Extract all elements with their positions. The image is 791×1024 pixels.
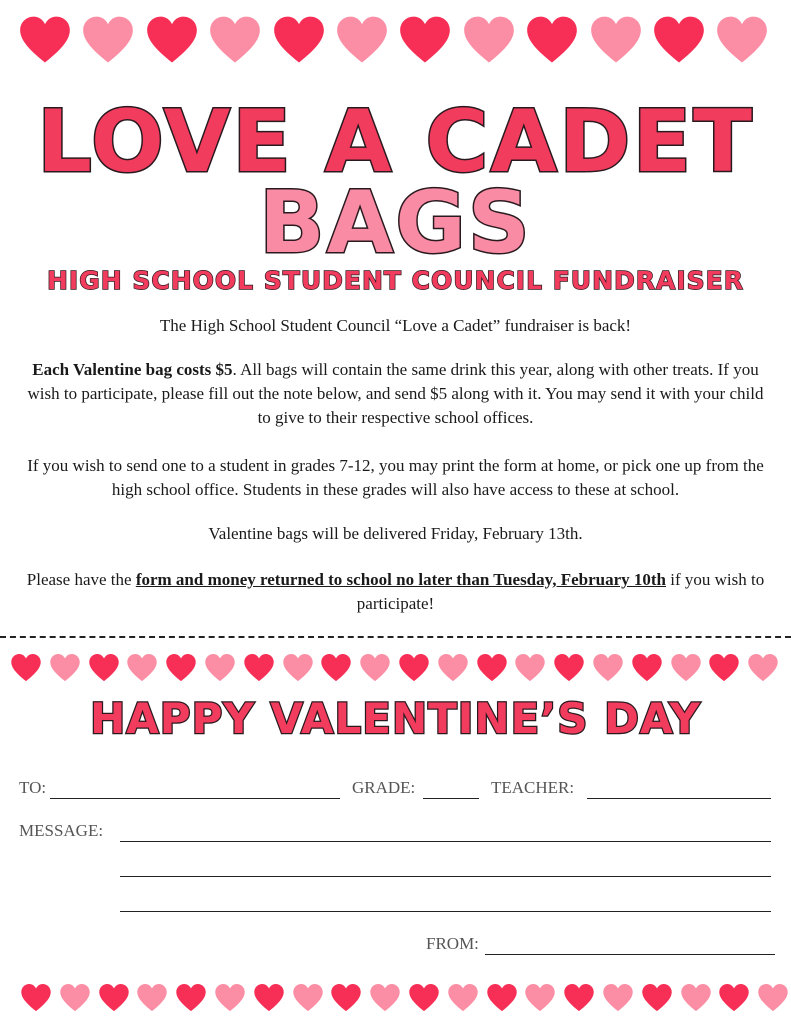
heart-icon <box>708 653 740 682</box>
bottom-heart-border <box>0 980 791 1016</box>
heart-icon <box>408 983 440 1012</box>
middle-heart-border <box>0 650 791 686</box>
message-line-2[interactable] <box>120 876 771 877</box>
from-label: FROM: <box>426 934 479 953</box>
cut-line <box>0 636 791 638</box>
heart-icon <box>18 15 72 65</box>
grades-text: If you wish to send one to a student in grades 7-12, you may print the form at home, or pick one up from the high school office. Students in these grades will also have access to these at school. <box>27 456 764 499</box>
title-line-2: BAGS <box>259 173 532 273</box>
heart-icon <box>652 15 706 65</box>
heart-icon <box>589 15 643 65</box>
message-label: MESSAGE: <box>19 821 104 840</box>
heart-icon <box>398 15 452 65</box>
delivery-text: Valentine bags will be delivered Friday, February 13th. <box>208 524 583 543</box>
grades-paragraph <box>20 454 771 502</box>
heart-icon <box>462 15 516 65</box>
heart-icon <box>335 15 389 65</box>
from-field[interactable] <box>485 954 775 955</box>
heart-icon <box>602 983 634 1012</box>
to-label: TO: <box>19 778 47 797</box>
heart-icon <box>715 15 769 65</box>
heart-icon <box>49 653 81 682</box>
top-heart-border <box>0 12 791 68</box>
heart-icon <box>524 983 556 1012</box>
heart-icon <box>718 983 750 1012</box>
deadline-paragraph <box>20 568 771 616</box>
heart-icon <box>641 983 673 1012</box>
heart-icon <box>757 983 789 1012</box>
heart-icon <box>208 15 262 65</box>
delivery-paragraph <box>20 522 771 546</box>
deadline-bold-text: form and money returned to school no later than Tuesday, February 10th <box>135 570 666 589</box>
card-heading: HAPPY VALENTINE’S DAY <box>90 694 701 743</box>
heart-icon <box>88 653 120 682</box>
heart-icon <box>59 983 91 1012</box>
heart-icon <box>359 653 391 682</box>
subtitle: HIGH SCHOOL STUDENT COUNCIL FUNDRAISER <box>46 266 745 295</box>
to-field[interactable] <box>50 798 340 799</box>
heart-icon <box>10 653 42 682</box>
heart-icon <box>145 15 199 65</box>
heart-icon <box>214 983 246 1012</box>
teacher-field[interactable] <box>587 798 771 799</box>
heart-icon <box>126 653 158 682</box>
intro-paragraph <box>20 314 771 338</box>
deadline-post-text: if you wish to participate! <box>356 570 765 613</box>
heart-icon <box>98 983 130 1012</box>
heart-icon <box>476 653 508 682</box>
heart-icon <box>680 983 712 1012</box>
title-line-1: LOVE A CADET <box>37 92 754 192</box>
heart-icon <box>272 15 326 65</box>
heart-icon <box>175 983 207 1012</box>
heart-icon <box>369 983 401 1012</box>
heart-icon <box>330 983 362 1012</box>
teacher-label: TEACHER: <box>491 778 575 797</box>
intro-text: The High School Student Council “Love a Cadet” fundraiser is back! <box>159 316 632 335</box>
heart-icon <box>320 653 352 682</box>
heart-icon <box>398 653 430 682</box>
cost-paragraph <box>20 358 771 430</box>
heart-icon <box>165 653 197 682</box>
heart-icon <box>243 653 275 682</box>
message-line-3[interactable] <box>120 911 771 912</box>
heart-icon <box>282 653 314 682</box>
heart-icon <box>253 983 285 1012</box>
heart-icon <box>486 983 518 1012</box>
heart-icon <box>563 983 595 1012</box>
heart-icon <box>553 653 585 682</box>
grade-label: GRADE: <box>352 778 416 797</box>
heart-icon <box>670 653 702 682</box>
grade-field[interactable] <box>423 798 479 799</box>
heart-icon <box>81 15 135 65</box>
heart-icon <box>292 983 324 1012</box>
heart-icon <box>747 653 779 682</box>
heart-icon <box>437 653 469 682</box>
heart-icon <box>631 653 663 682</box>
heart-icon <box>136 983 168 1012</box>
cost-text: . All bags will contain the same drink this year, along with other treats. If you wish to participate, please fill out the note below, and send $5 along with it. You may send it with your child to give to their respective school offices. <box>27 360 764 427</box>
message-line-1[interactable] <box>120 841 771 842</box>
heart-icon <box>592 653 624 682</box>
deadline-pre-text: Please have the <box>26 570 136 589</box>
heart-icon <box>447 983 479 1012</box>
heart-icon <box>514 653 546 682</box>
heart-icon <box>525 15 579 65</box>
heart-icon <box>204 653 236 682</box>
heart-icon <box>20 983 52 1012</box>
cost-bold-text: Each Valentine bag costs $5 <box>32 360 233 379</box>
